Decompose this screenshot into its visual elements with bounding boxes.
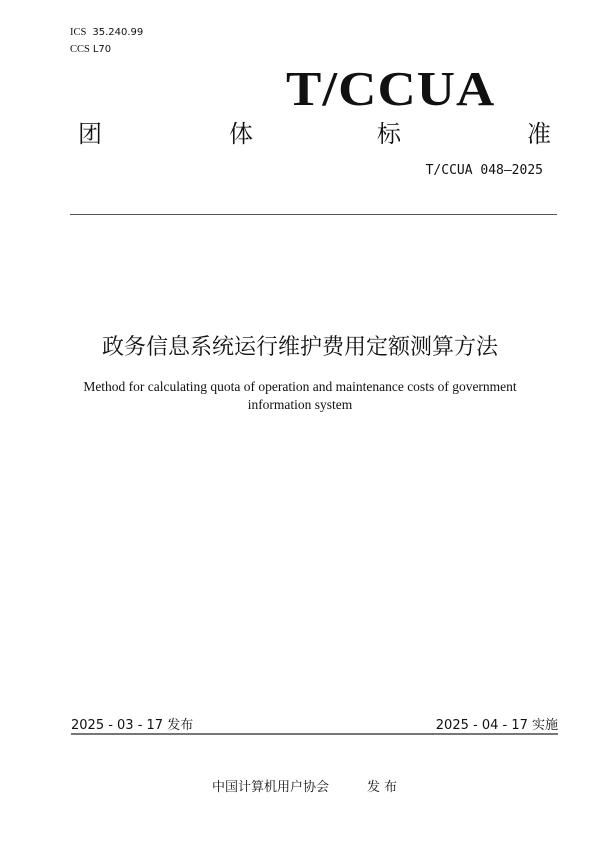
document-title-en-line2: information system	[247, 397, 353, 412]
ics-classification	[70, 27, 143, 38]
standard-code: T/CCUA 048—2025	[425, 163, 543, 178]
ics-label: ICS	[70, 27, 87, 38]
header-divider	[70, 214, 557, 215]
issue-date: 2025 - 03 - 17 发布	[71, 718, 194, 733]
document-title-zh: 政务信息系统运行维护费用定额测算方法	[101, 335, 498, 360]
standard-type-char: 准	[527, 120, 551, 148]
standard-type-char: 标	[377, 120, 401, 148]
brand-logo: T/CCUA	[286, 61, 496, 116]
ics-value: 35.240.99	[92, 27, 144, 38]
ccs-classification	[70, 44, 111, 55]
publisher-name: 中国计算机用户协会	[212, 780, 330, 795]
implementation-date: 2025 - 04 - 17 实施	[435, 718, 558, 733]
footer-divider	[71, 733, 558, 735]
standard-type-char: 团	[78, 120, 102, 148]
publish-action: 发 布	[367, 780, 398, 795]
ccs-label: CCS	[70, 44, 90, 55]
document-title-en-line1: Method for calculating quota of operation and maintenance costs of government	[83, 379, 517, 394]
ccs-value: L70	[92, 44, 112, 55]
standard-type-char: 体	[229, 120, 253, 148]
